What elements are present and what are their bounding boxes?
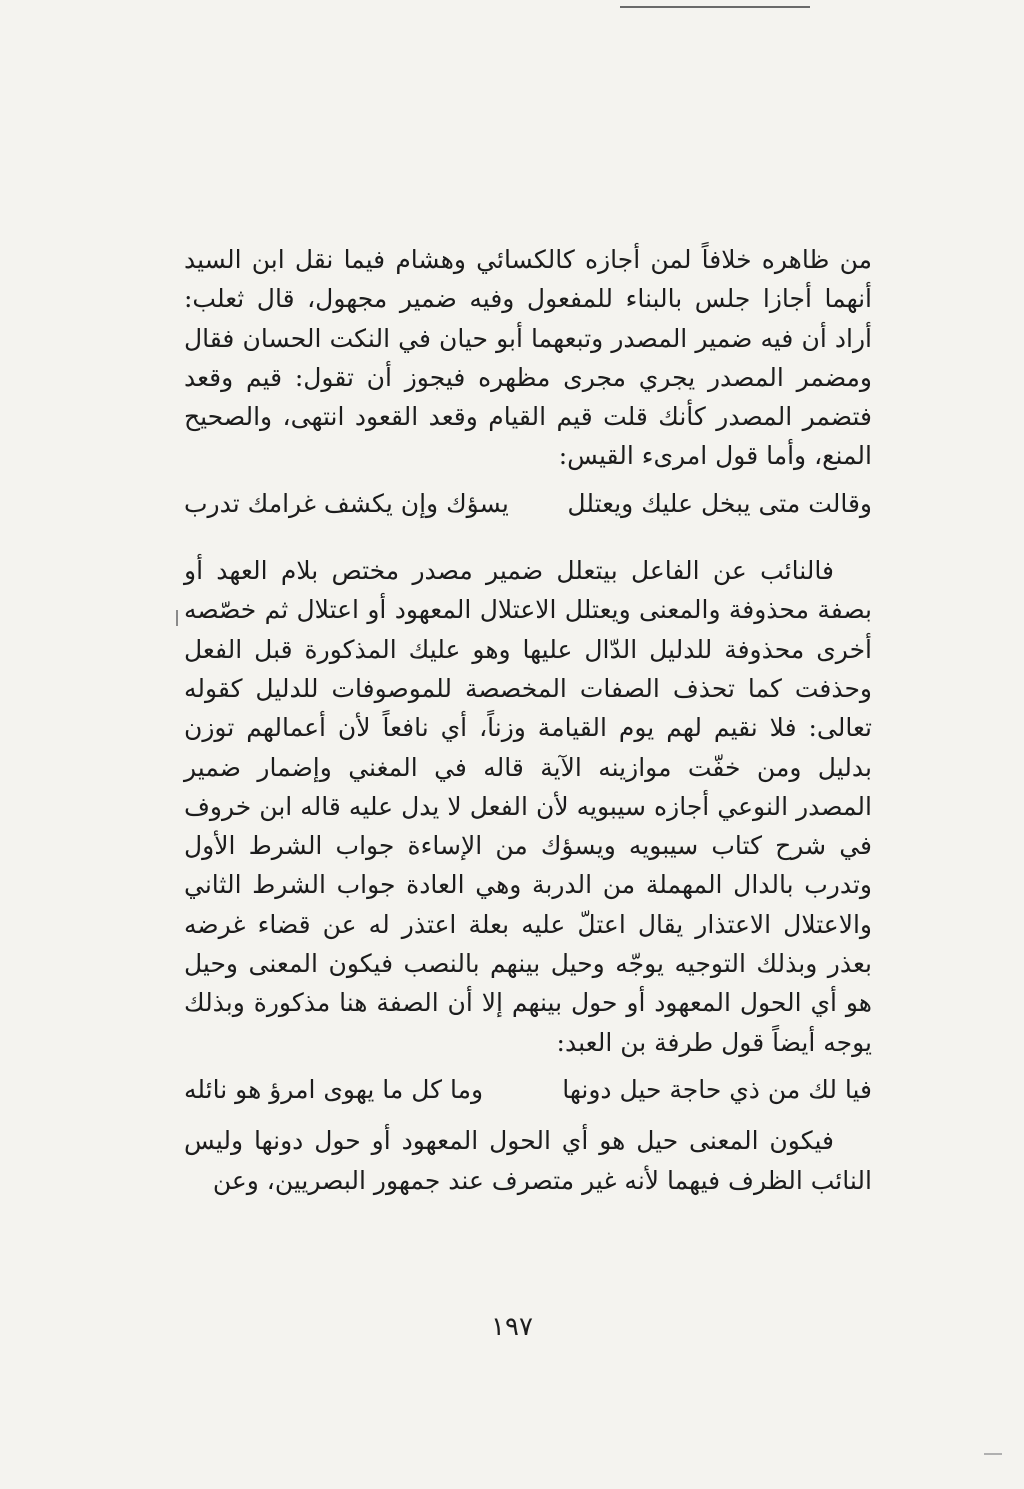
verse-1-first-hemistich: وقالت متى يبخل عليك ويعتلل <box>567 488 872 518</box>
verse-2-first-hemistich: فيا لك من ذي حاجة حيل دونها <box>562 1074 872 1104</box>
paragraph-2: فالنائب عن الفاعل بيتعلل ضمير مصدر مختص بلام العهد أو بصفة محذوفة والمعنى ويعتلل الاعتلال المعهود أو اعتلال ثم خصّصه أخرى محذوفة للدليل الدّال عليها وهو عليك المذكورة قبل الفعل وحذفت كما تحذف الصفات المخصصة للموصوفات للدليل كقوله تعالى: فلا نقيم لهم يوم القيامة وزناً، أي نافعاً لأن أعمالهم توزن بدليل ومن خفّت موازينه الآية قاله في المغني وإضمار ضمير المصدر النوعي أجازه سيبويه لأن الفعل لا يدل عليه قاله ابن خروف في شرح كتاب سيبويه ويسؤك من الإساءة جواب الشرط الأول وتدرب بالدال المهملة من الدربة وهي العادة جواب الشرط الثاني والاعتلال الاعتذار يقال اعتلّ عليه بعلة اعتذر له عن قضاء غرضه بعذر وبذلك التوجيه يوجّه وحيل بينهم بالنصب فيكون المعنى وحيل هو أي الحول المعهود أو حول بينهم إلا أن الصفة هنا مذكورة وبذلك يوجه أيضاً قول طرفة بن العبد: <box>184 556 872 1057</box>
page-body <box>184 240 872 1310</box>
scan-speck <box>984 1453 1002 1455</box>
verse-2 <box>184 1070 872 1109</box>
verse-1 <box>184 484 872 523</box>
paragraph-1: من ظاهره خلافاً لمن أجازه كالكسائي وهشام فيما نقل ابن السيد أنهما أجازا جلس بالبناء للمفعول وفيه ضمير مجهول، قال ثعلب: أراد أن فيه ضمير المصدر وتبعهما أبو حيان في النكت الحسان فقال ومضمر المصدر يجري مجرى مظهره فيجوز أن تقول: قيم وقعد فتضمر المصدر كأنك قلت قيم القيام وقعد القعود انتهى، والصحيح المنع، وأما قول امرىء القيس: <box>184 245 872 471</box>
verse-1-second-hemistich: يسؤك وإن يكشف غرامك تدرب <box>184 488 509 518</box>
verse-2-second-hemistich: وما كل ما يهوى امرؤ هو نائله <box>184 1074 484 1104</box>
spacer <box>184 1109 872 1121</box>
scan-speck <box>176 610 178 626</box>
top-rule <box>620 6 810 8</box>
page-number: ١٩٧ <box>491 1312 533 1342</box>
paragraph-3: فيكون المعنى حيل هو أي الحول المعهود أو حول دونها وليس النائب الظرف فيهما لأنه غير متصرف عند جمهور البصريين، وعن <box>184 1126 872 1195</box>
spacer <box>184 523 872 551</box>
